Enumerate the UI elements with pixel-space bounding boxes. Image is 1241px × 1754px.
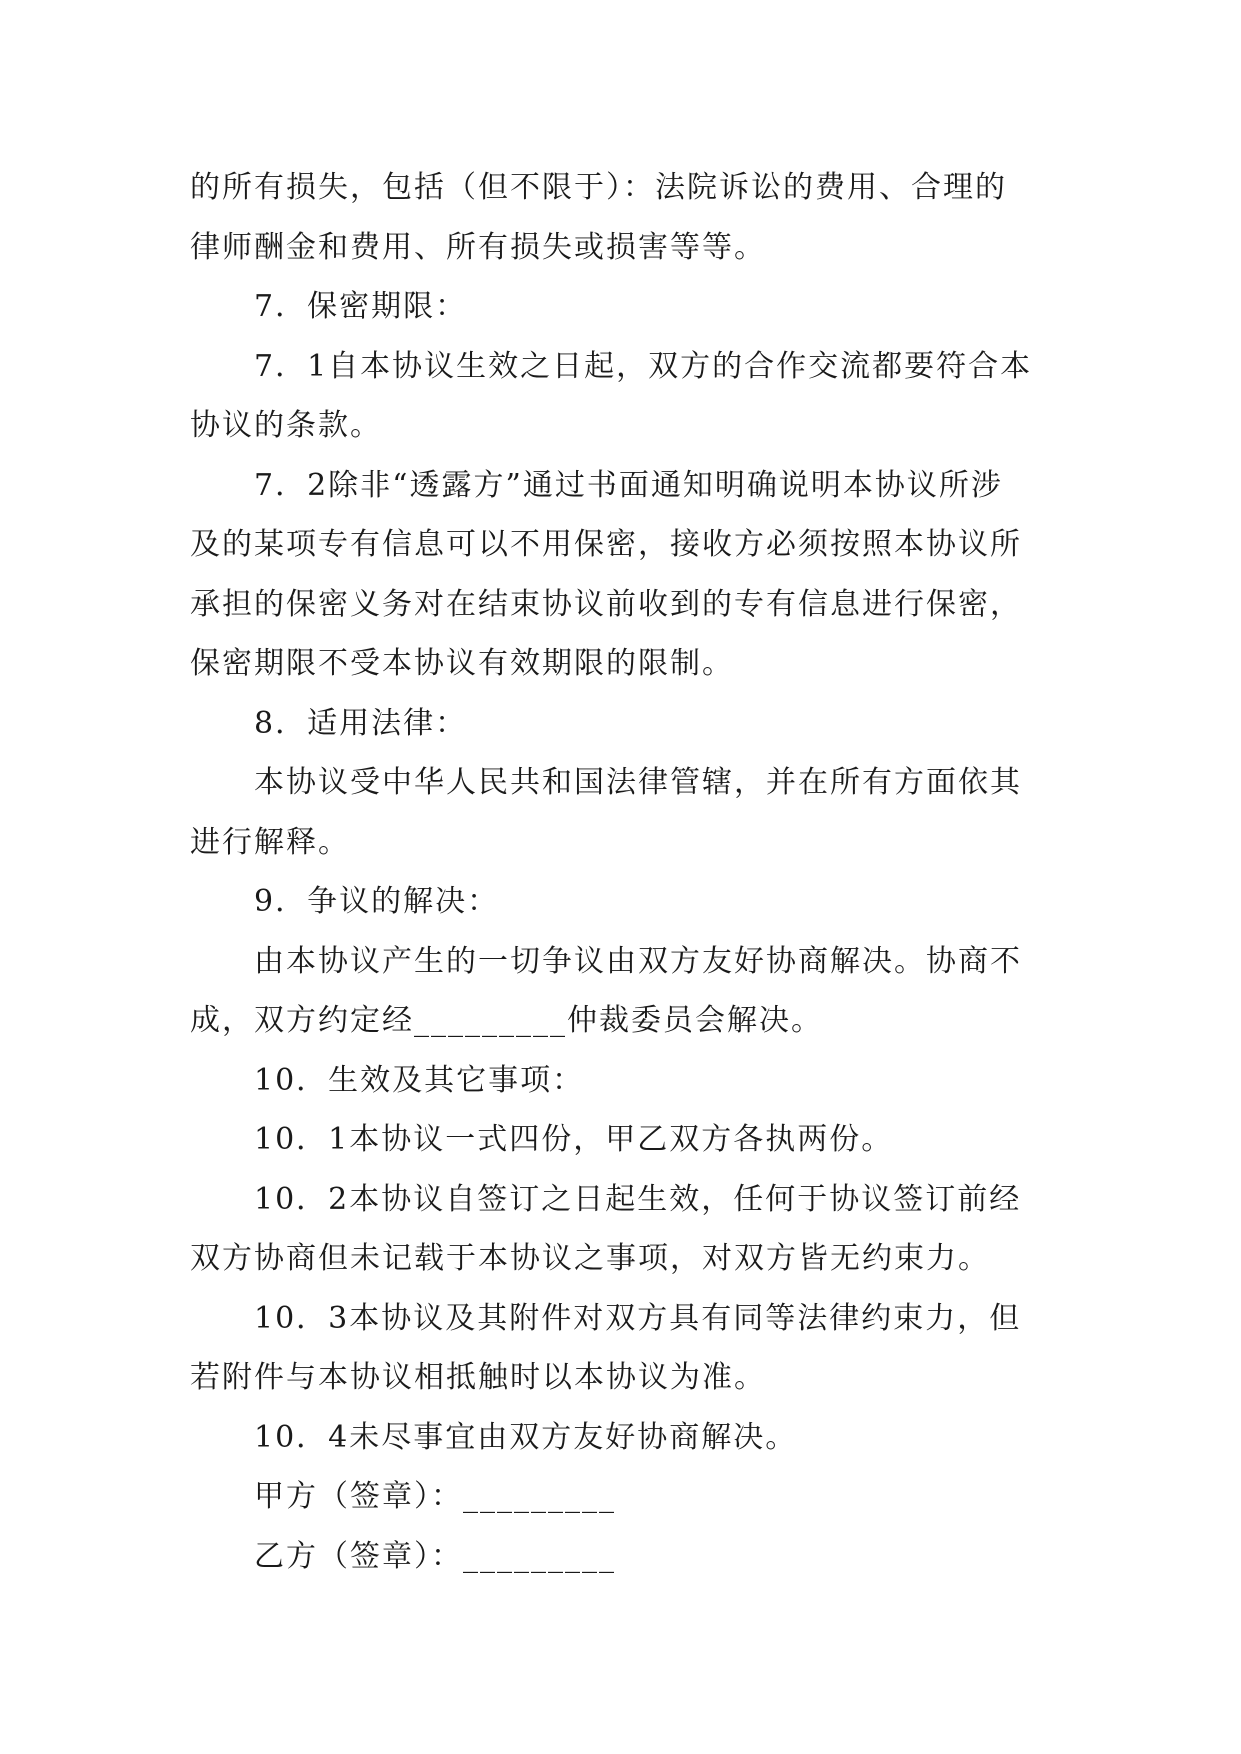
clause-6-continuation [190,158,1050,277]
document-body [190,158,1050,1586]
clause-7-1 [190,337,1050,456]
clause-10-2 [190,1170,1050,1289]
clause-7-heading: 7．保密期限： [254,289,468,324]
clause-10-4: 10．4未尽事宜由双方友好协商解决。 [254,1419,798,1455]
clause-7-2 [190,456,1050,694]
text-line: 10．2本协议自签订之日起生效，任何于协议签订前经 [254,1181,1022,1217]
text-line: 成，双方约定经_________仲裁委员会解决。 [190,1003,823,1038]
party-a-signature-line: 甲方（签章）：_________ [254,1479,616,1514]
text-line: 律师酬金和费用、所有损失或损害等等。 [190,229,766,265]
text-line: 承担的保密义务对在结束协议前收到的专有信息进行保密， [190,586,1022,622]
text-line: 及的某项专有信息可以不用保密，接收方必须按照本协议所 [190,527,1022,562]
clause-10-3 [190,1289,1050,1408]
clause-10-heading: 10．生效及其它事项： [254,1062,585,1098]
text-line: 保密期限不受本协议有效期限的限制。 [190,646,734,681]
party-b-signature-line: 乙方（签章）：_________ [254,1538,616,1574]
clause-9-body [190,932,1050,1051]
clause-8-body [190,753,1050,872]
text-line: 双方协商但未记载于本协议之事项，对双方皆无约束力。 [190,1241,990,1276]
text-line: 进行解释。 [190,824,350,860]
clause-8-heading: 8．适用法律： [254,705,468,741]
text-line: 10．3本协议及其附件对双方具有同等法律约束力，但 [254,1300,1022,1336]
text-line: 若附件与本协议相抵触时以本协议为准。 [190,1360,766,1395]
text-line: 协议的条款。 [190,408,382,443]
text-line: 本协议受中华人民共和国法律管辖，并在所有方面依其 [254,765,1022,800]
clause-9-heading: 9．争议的解决： [254,884,500,919]
text-line: 7．1自本协议生效之日起，双方的合作交流都要符合本 [254,348,1033,384]
text-line: 的所有损失，包括（但不限于）：法院诉讼的费用、合理的 [190,170,1007,205]
clause-10-1: 10．1本协议一式四份，甲乙双方各执两份。 [254,1122,894,1157]
text-line: 由本协议产生的一切争议由双方友好协商解决。协商不 [254,943,1022,979]
text-line: 7．2除非“透露方”通过书面通知明确说明本协议所涉 [254,467,1003,503]
